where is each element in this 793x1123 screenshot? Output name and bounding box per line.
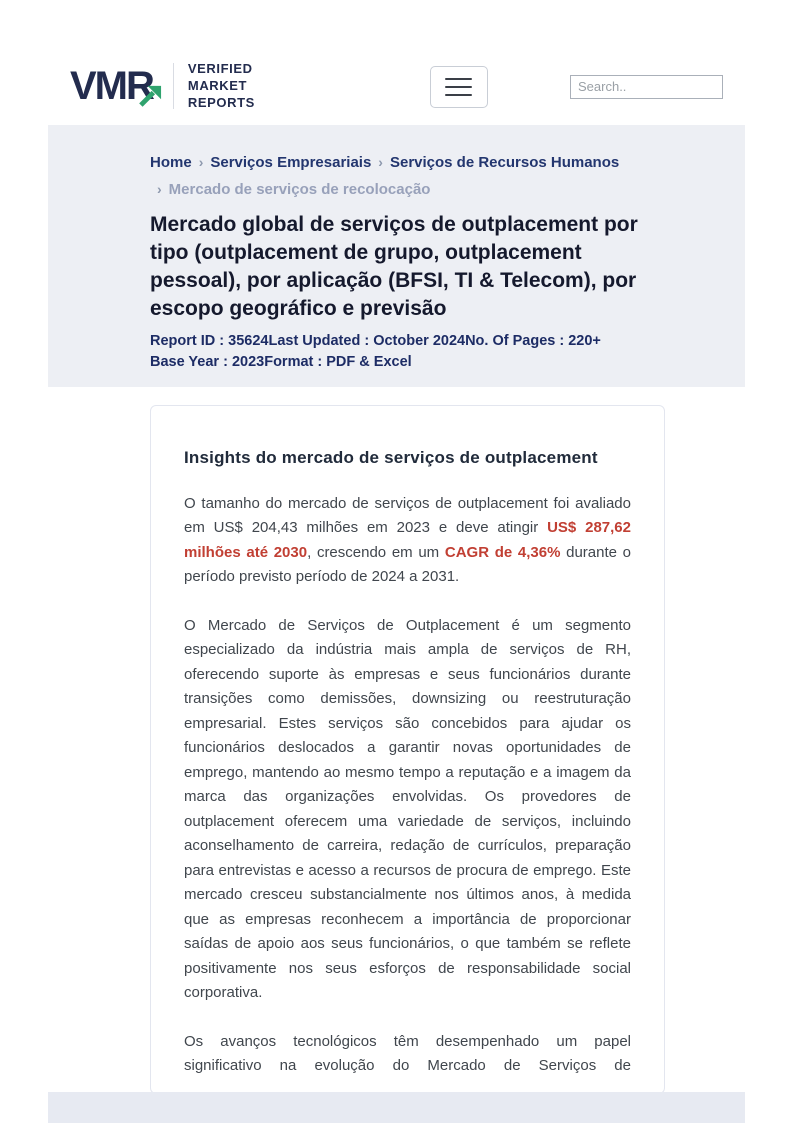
market-description-paragraph: O Mercado de Serviços de Outplacement é um segmento especializado da indústria mais ampla de serviços de RH, oferecendo suporte às empresas e seus funcionários durante transições como demissões, downsizing ou reestruturação empresarial. Estes serviços são concebidos para ajudar os funcionários deslocados a garantir novas oportunidades de emprego, mantendo ao mesmo tempo a reputação e a imagem da marca das organizações envolvidas. Os provedores de outplacement oferecem uma variedade de serviços, incluindo aconselhamento de carreira, redação de currículos, preparação para entrevistas e acesso a recursos de procura de emprego. Este mercado cresceu substancialmente nos últimos anos, à medida que as empresas reconhecem a importância de proporcionar saídas de apoio aos seus funcionários, o que também se reflete positivamente nos seus esforços de responsabilidade social corporativa.	[184, 616, 631, 1002]
brand-line-3: REPORTS	[187, 94, 255, 110]
page-title: Mercado global de serviços de outplacement por tipo (outplacement de grupo, outplacement pessoal), por aplicação (BFSI, TI & Telecom), por escopo geográfico e previsão	[150, 213, 638, 320]
chevron-right-icon: ›	[198, 154, 204, 170]
search-box	[570, 75, 723, 99]
page-frame	[48, 0, 745, 1123]
report-insights-card	[150, 405, 665, 1094]
chevron-right-icon: ›	[157, 181, 162, 197]
logo-text: VMR	[70, 64, 153, 109]
hamburger-icon	[445, 78, 472, 80]
format: Format : PDF & Excel	[264, 353, 412, 370]
breadcrumb-recursos-humanos[interactable]: Serviços de Recursos Humanos	[389, 154, 620, 171]
chevron-right-icon: ›	[378, 154, 383, 170]
insights-heading: Insights do mercado de serviços de outplacement	[184, 447, 598, 467]
last-updated: Last Updated : October 2024	[268, 332, 466, 349]
report-meta-line-1	[150, 331, 660, 352]
hamburger-menu-button[interactable]	[430, 66, 488, 108]
no-of-pages: No. Of Pages : 220+	[465, 332, 601, 349]
brand-line-1: VERIFIED	[187, 61, 253, 77]
breadcrumb-current-page: Mercado de serviços de recolocação	[168, 181, 431, 198]
logo-divider	[173, 63, 174, 109]
report-id: Report ID : 35624	[150, 332, 269, 349]
logo-arrow-icon	[138, 82, 163, 107]
breadcrumb-servicos-empresariais[interactable]: Serviços Empresariais	[210, 154, 372, 171]
report-meta-line-2	[150, 352, 660, 373]
brand-name	[188, 61, 255, 112]
market-size-paragraph: O tamanho do mercado de serviços de outplacement foi avaliado em US$ 204,43 milhões em 2023 e deve atingir US$ 287,62 milhões até 2030, crescendo em um CAGR de 4,36% durante o período previsto período de 2024 a 2031.	[184, 494, 631, 586]
cagr-highlight: CAGR de 4,36%	[444, 543, 561, 561]
brand-line-2: MARKET	[187, 78, 248, 94]
footer-strip	[48, 1092, 745, 1123]
forecast-value-highlight: US$ 287,62 milhões até 2030	[184, 519, 631, 561]
search-input[interactable]	[570, 75, 723, 99]
technology-paragraph: Os avanços tecnológicos têm desempenhado um papel significativo na evolução do Mercado de Serviços de	[184, 1032, 631, 1075]
hero-section	[48, 125, 745, 387]
breadcrumb-home[interactable]: Home	[150, 154, 192, 171]
site-header	[48, 48, 745, 125]
logo-wordmark	[70, 64, 159, 109]
breadcrumb	[150, 149, 660, 203]
vmr-logo[interactable]	[70, 61, 255, 112]
base-year: Base Year : 2023	[150, 353, 265, 370]
report-meta	[150, 331, 660, 373]
